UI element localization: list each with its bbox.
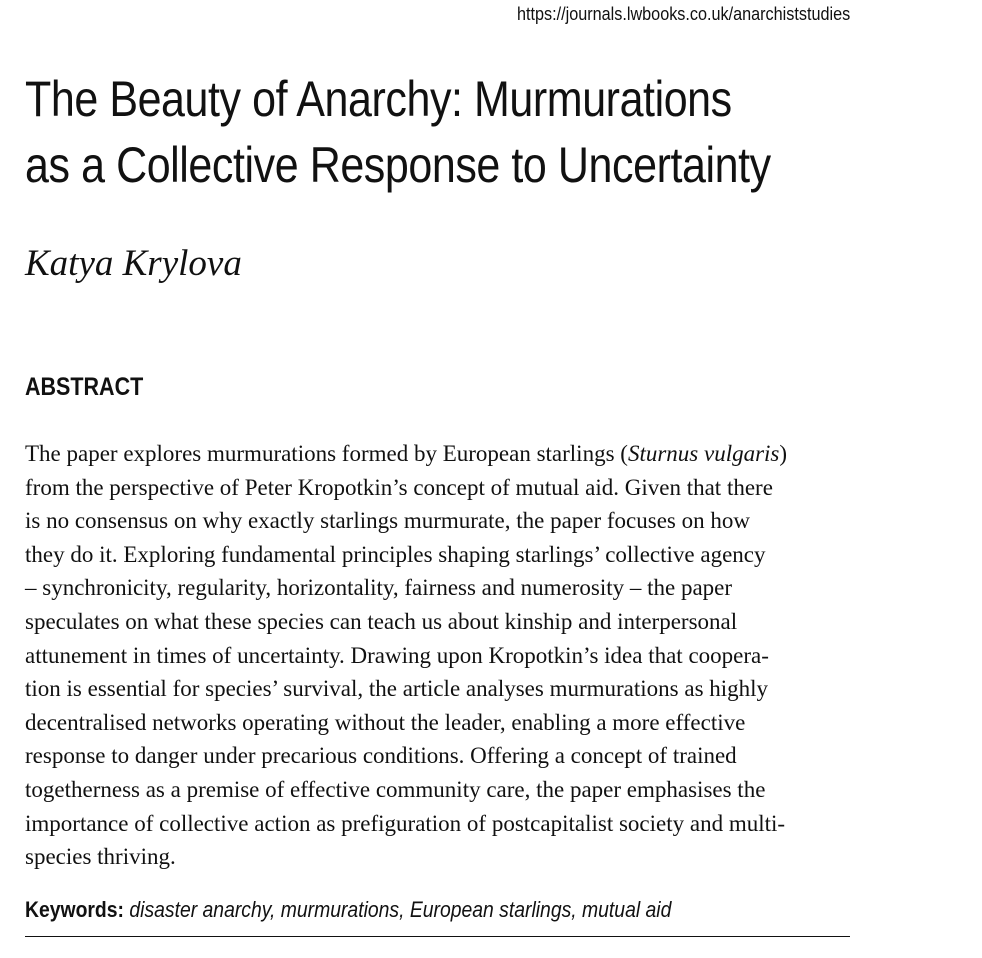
- keywords-label: Keywords:: [25, 897, 124, 922]
- abstract-line: importance of collective action as prefiguration of postcapitalist society and multi-: [25, 810, 786, 836]
- author-name: Katya Krylova: [25, 243, 242, 284]
- abstract-heading: ABSTRACT: [25, 373, 144, 401]
- abstract-body: [25, 437, 865, 874]
- keywords-list: disaster anarchy, murmurations, European starlings, mutual aid: [129, 897, 672, 922]
- abstract-line: speculates on what these species can teach us about kinship and interpersonal: [25, 608, 738, 634]
- abstract-line: from the perspective of Peter Kropotkin’s concept of mutual aid. Given that there: [25, 474, 773, 500]
- abstract-line: The paper explores murmurations formed by European starlings (Sturnus vulgaris): [25, 441, 788, 466]
- title-line-2: as a Collective Response to Uncertainty: [25, 137, 771, 193]
- species-name: Sturnus vulgaris: [627, 441, 780, 466]
- article-title: [25, 66, 885, 198]
- abstract-line: attunement in times of uncertainty. Drawing upon Kropotkin’s idea that coopera-: [25, 642, 769, 668]
- keywords: [25, 895, 671, 925]
- abstract-line: decentralised networks operating without the leader, enabling a more effective: [25, 709, 746, 735]
- abstract-line: togetherness as a premise of effective community care, the paper emphasises the: [25, 776, 766, 802]
- title-line-1: The Beauty of Anarchy: Murmurations: [25, 71, 732, 127]
- abstract-line: – synchronicity, regularity, horizontality, fairness and numerosity – the paper: [25, 575, 733, 601]
- bottom-divider: [25, 936, 850, 937]
- abstract-line: tion is essential for species’ survival, the article analyses murmurations as highly: [25, 676, 769, 702]
- journal-url[interactable]: https://journals.lwbooks.co.uk/anarchiststudies: [516, 4, 850, 24]
- abstract-line: is no consensus on why exactly starlings murmurate, the paper focuses on how: [25, 508, 750, 534]
- abstract-line: species thriving.: [25, 844, 176, 870]
- abstract-line: response to danger under precarious conditions. Offering a concept of trained: [25, 743, 737, 769]
- abstract-line: they do it. Exploring fundamental principles shaping starlings’ collective agency: [25, 541, 766, 567]
